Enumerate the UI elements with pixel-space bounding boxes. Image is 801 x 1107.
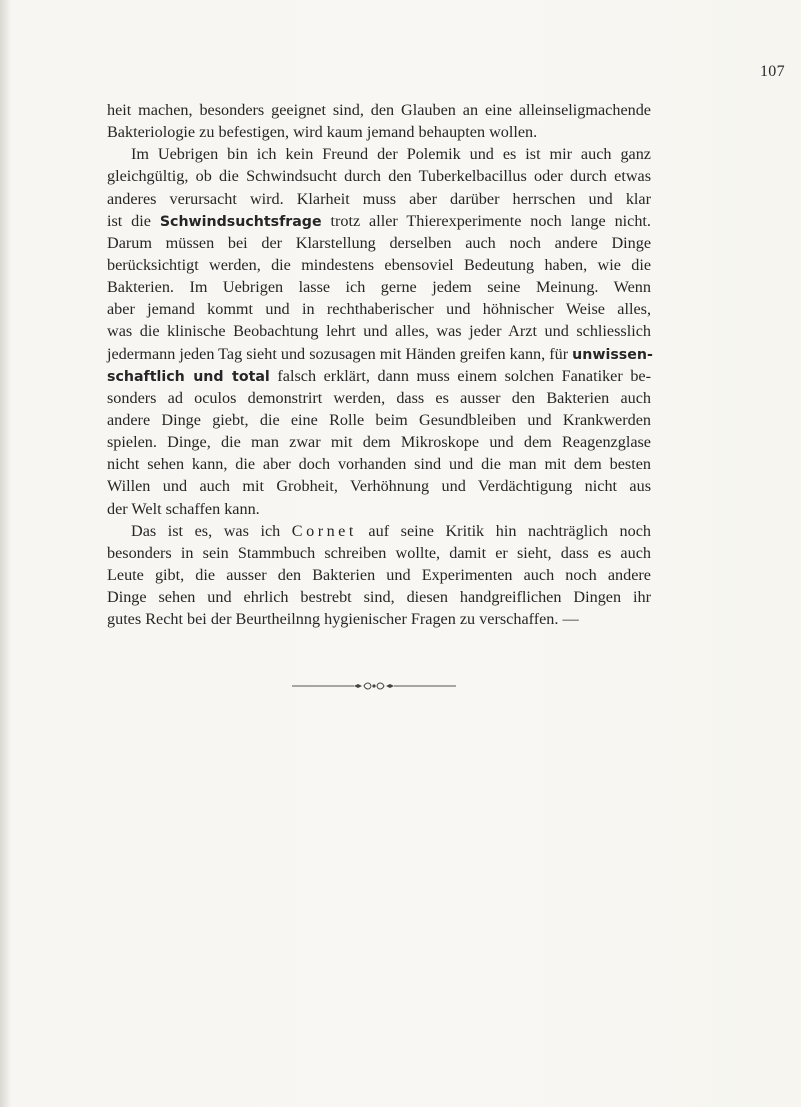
text-line bbox=[107, 276, 651, 298]
text-line bbox=[107, 210, 651, 232]
text-run: gutes Recht bei der Beurtheilnng hygienischer Fragen zu verschaffen. — bbox=[107, 610, 579, 629]
text-run: trotz aller Thierexperimente noch lange nicht. bbox=[321, 211, 651, 230]
text-run: Bakterien. Im Uebrigen lasse ich gerne jedem seine Meinung. Wenn bbox=[107, 278, 651, 297]
text-line bbox=[107, 542, 651, 564]
text-run: anderes verursacht wird. Klarheit muss aber darüber herrschen und klar bbox=[107, 189, 651, 208]
text-line bbox=[107, 99, 651, 121]
bold-phrase: schaftlich und total bbox=[107, 368, 270, 385]
text-line bbox=[107, 387, 651, 409]
text-run: falsch erklärt, dann muss einem solchen Fanatiker be- bbox=[269, 366, 651, 385]
text-run: ist die bbox=[107, 211, 160, 230]
text-run: Willen und auch mit Grobheit, Verhöhnung und Verdächtigung nicht aus bbox=[107, 477, 651, 496]
text-run: der Welt schaffen kann. bbox=[107, 499, 260, 518]
text-line bbox=[107, 188, 651, 210]
text-line bbox=[107, 564, 651, 586]
text-line bbox=[107, 453, 651, 475]
text-line bbox=[107, 365, 651, 387]
bold-phrase: unwissen- bbox=[572, 346, 653, 363]
text-line bbox=[107, 254, 651, 276]
text-line bbox=[107, 608, 651, 630]
text-line bbox=[107, 320, 651, 342]
text-line bbox=[107, 165, 651, 187]
text-run: heit machen, besonders geeignet sind, den Glauben an eine alleinseligmachende bbox=[107, 101, 651, 119]
text-run: was die klinische Beobachtung lehrt und alles, was jeder Arzt und schliesslich bbox=[107, 322, 651, 341]
text-run: sonders ad oculos demonstrirt werden, dass es ausser den Bakterien auch bbox=[107, 388, 651, 407]
text-line bbox=[107, 498, 651, 520]
text-run: Dinge sehen und ehrlich bestrebt sind, diesen handgreiflichen Dingen ihr bbox=[107, 588, 651, 607]
text-run: aber jemand kommt und in rechthaberischer und höhnischer Weise alles, bbox=[107, 300, 651, 319]
text-line bbox=[107, 586, 651, 608]
text-run: Darum müssen bei der Klarstellung derselben auch noch andere Dinge bbox=[107, 233, 651, 252]
text-run: Das ist es, was ich bbox=[131, 521, 292, 540]
page-binding-shadow bbox=[0, 0, 10, 1107]
text-run: berücksichtigt werden, die mindestens ebensoviel Bedeutung haben, wie die bbox=[107, 255, 651, 274]
text-run: auf seine Kritik hin nachträglich noch bbox=[356, 521, 652, 540]
text-line bbox=[107, 232, 651, 254]
text-run: spielen. Dinge, die man zwar mit dem Mikroskope und dem Reagenzglase bbox=[107, 433, 651, 452]
bold-phrase: Schwindsuchtsfrage bbox=[159, 213, 322, 230]
text-run: besonders in sein Stammbuch schreiben wollte, damit er sieht, dass es auch bbox=[107, 543, 651, 562]
text-line bbox=[107, 121, 651, 143]
text-run: Im Uebrigen bin ich kein Freund der Polemik und es ist mir auch ganz bbox=[131, 145, 651, 164]
page-number: 107 bbox=[760, 63, 785, 80]
text-line bbox=[107, 298, 651, 320]
text-run: jedermann jeden Tag sieht und sozusagen mit Händen greifen kann, für bbox=[107, 344, 573, 363]
text-run: andere Dinge giebt, die eine Rolle beim Gesundbleiben und Krankwerden bbox=[107, 410, 651, 429]
spaced-name: Cornet bbox=[291, 521, 357, 540]
text-line bbox=[107, 520, 651, 542]
text-line bbox=[107, 409, 651, 431]
text-run: gleichgültig, ob die Schwindsucht durch den Tuberkelbacillus oder durch etwas bbox=[107, 167, 651, 186]
text-line bbox=[107, 475, 651, 497]
text-run: Bakteriologie zu befestigen, wird kaum jemand behaupten wollen. bbox=[107, 123, 538, 142]
body-text bbox=[107, 99, 651, 630]
text-line bbox=[107, 143, 651, 165]
section-end-ornament bbox=[292, 681, 456, 691]
text-line bbox=[107, 431, 651, 453]
text-line bbox=[107, 343, 651, 365]
text-run: Leute gibt, die ausser den Bakterien und Experimenten auch noch andere bbox=[107, 565, 651, 584]
text-run: nicht sehen kann, die aber doch vorhanden sind und die man mit dem besten bbox=[107, 455, 651, 474]
